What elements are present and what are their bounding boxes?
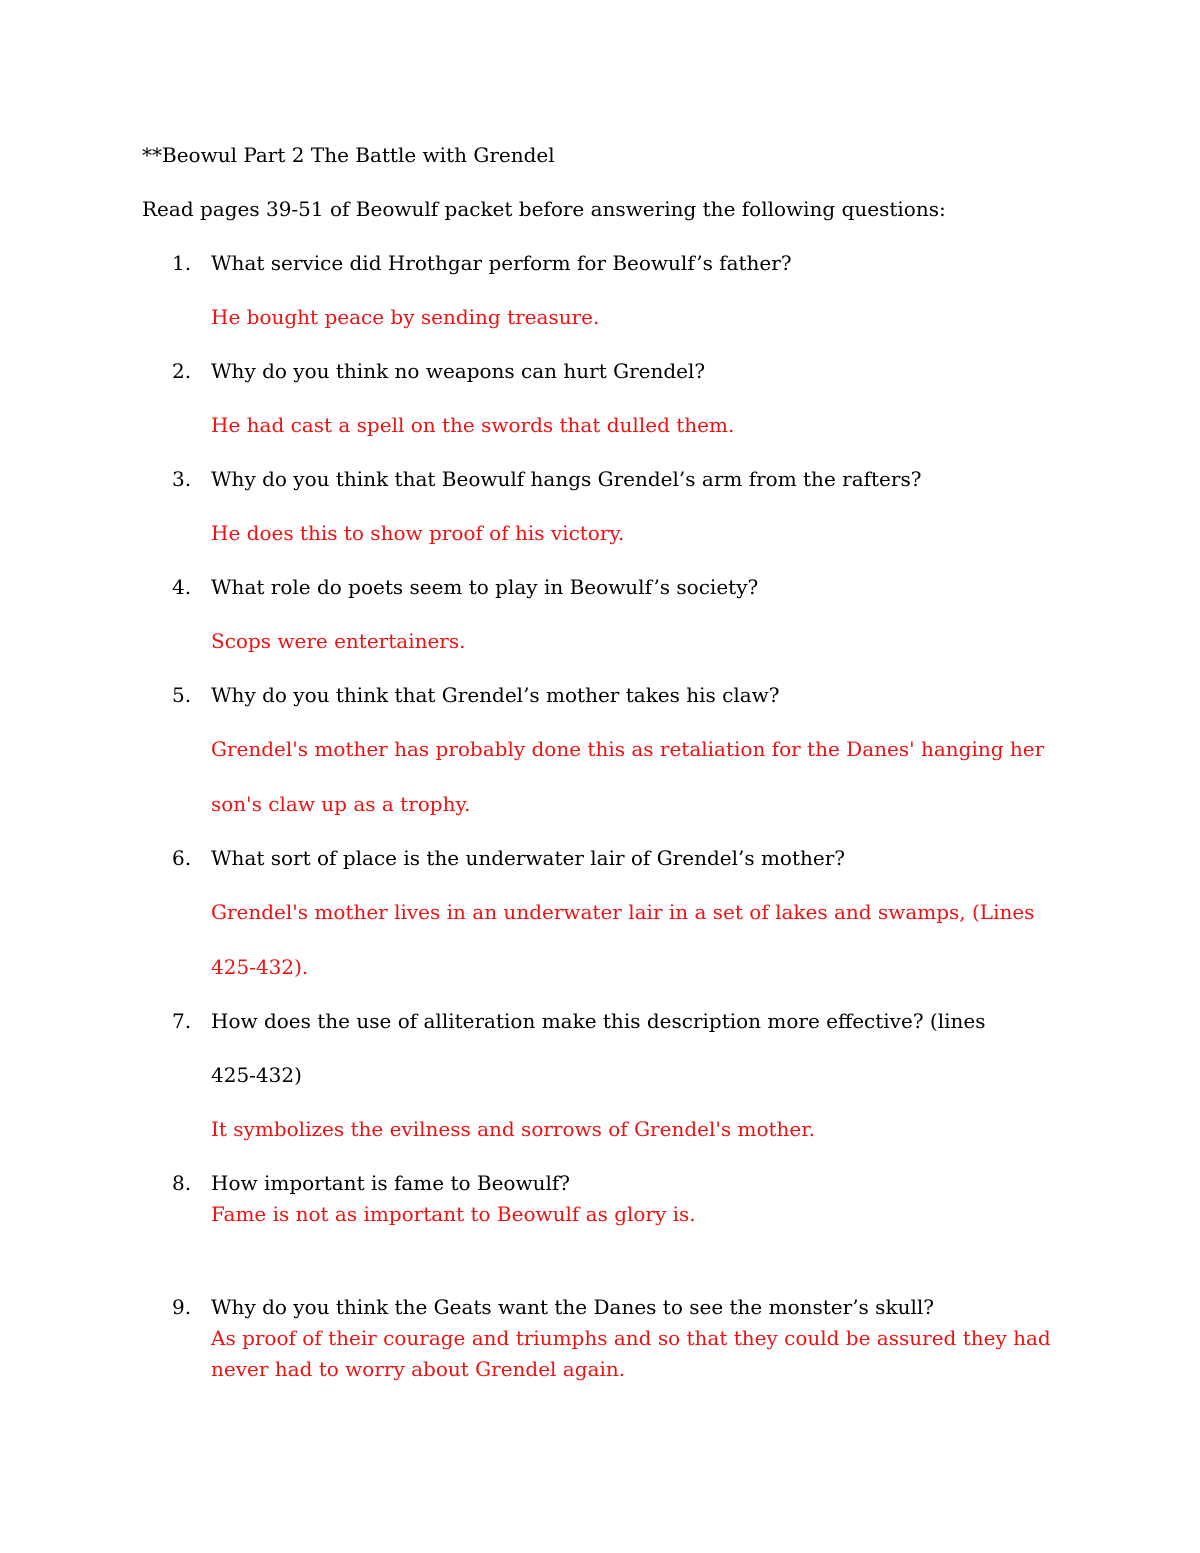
question-number: 4. (172, 575, 192, 599)
answer-2: He had cast a spell on the swords that dulled them. (211, 413, 735, 437)
question-number: 5. (172, 683, 192, 707)
question-text: How does the use of alliteration make this description more effective? (lines (211, 1009, 986, 1033)
instructions-text: Read pages 39-51 of Beowulf packet before answering the following questions: (142, 197, 946, 221)
answer-6-line-2: 425-432). (211, 955, 309, 979)
question-number: 6. (172, 846, 192, 870)
answer-3: He does this to show proof of his victory. (211, 521, 625, 545)
answer-5-line-2: son's claw up as a trophy. (211, 792, 471, 816)
question-text: How important is fame to Beowulf? (211, 1171, 570, 1195)
question-number: 1. (172, 251, 192, 275)
answer-1: He bought peace by sending treasure. (211, 305, 600, 329)
answer-5-line-1: Grendel's mother has probably done this as retaliation for the Danes' hanging her (211, 737, 1045, 761)
question-number: 9. (172, 1295, 192, 1319)
question-text: Why do you think that Grendel’s mother takes his claw? (211, 683, 780, 707)
question-number: 8. (172, 1171, 192, 1195)
answer-6-line-1: Grendel's mother lives in an underwater lair in a set of lakes and swamps, (Lines (211, 900, 1035, 924)
question-text: Why do you think that Beowulf hangs Grendel’s arm from the rafters? (211, 467, 922, 491)
answer-9-line-1: As proof of their courage and triumphs and so that they could be assured they had (211, 1326, 1051, 1350)
question-text: What service did Hrothgar perform for Beowulf’s father? (211, 251, 792, 275)
document-title: **Beowul Part 2 The Battle with Grendel (142, 143, 555, 167)
question-number: 7. (172, 1009, 192, 1033)
question-text: Why do you think no weapons can hurt Grendel? (211, 359, 706, 383)
answer-9-line-2: never had to worry about Grendel again. (211, 1357, 626, 1381)
answer-4: Scops were entertainers. (211, 629, 466, 653)
question-number: 2. (172, 359, 192, 383)
question-text: 425-432) (211, 1063, 302, 1087)
question-number: 3. (172, 467, 192, 491)
question-text: What role do poets seem to play in Beowulf’s society? (211, 575, 759, 599)
answer-8: Fame is not as important to Beowulf as glory is. (211, 1202, 696, 1226)
answer-7: It symbolizes the evilness and sorrows of Grendel's mother. (211, 1117, 815, 1141)
question-text: What sort of place is the underwater lair of Grendel’s mother? (211, 846, 846, 870)
question-text: Why do you think the Geats want the Danes to see the monster’s skull? (211, 1295, 934, 1319)
